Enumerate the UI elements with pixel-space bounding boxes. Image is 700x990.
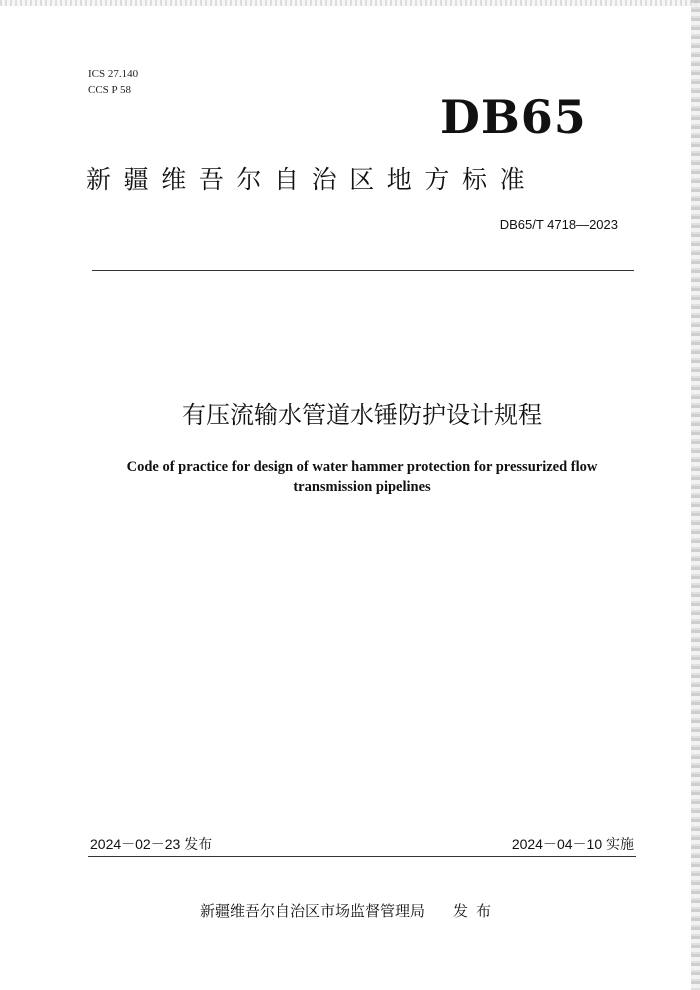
ics-code: ICS 27.140 bbox=[88, 68, 139, 80]
implementation-date: 2024－04－10 实施 bbox=[511, 836, 634, 852]
issuer-name: 新疆维吾尔自治区市场监督管理局 bbox=[200, 902, 426, 920]
scan-edge-right bbox=[691, 0, 700, 990]
issue-date: 2024－02－23 发布 bbox=[90, 836, 213, 852]
standard-number: DB65/T 4718—2023 bbox=[499, 217, 618, 232]
db65-logo: DB65 bbox=[440, 90, 587, 144]
issuer-action: 发布 bbox=[453, 902, 500, 920]
issuer-line bbox=[200, 900, 499, 922]
title-chinese: 有压流输水管道水锤防护设计规程 bbox=[182, 401, 542, 429]
classification-block bbox=[88, 66, 138, 98]
header-divider bbox=[92, 270, 634, 271]
title-english: Code of practice for design of water hammer protection for pressurized flow transmission pipelines bbox=[126, 459, 598, 495]
ccs-code: CCS P 58 bbox=[88, 84, 132, 96]
footer-divider bbox=[88, 856, 636, 857]
scan-edge-top bbox=[0, 0, 700, 6]
authority-heading: 新疆维吾尔自治区地方标准 bbox=[86, 165, 538, 194]
